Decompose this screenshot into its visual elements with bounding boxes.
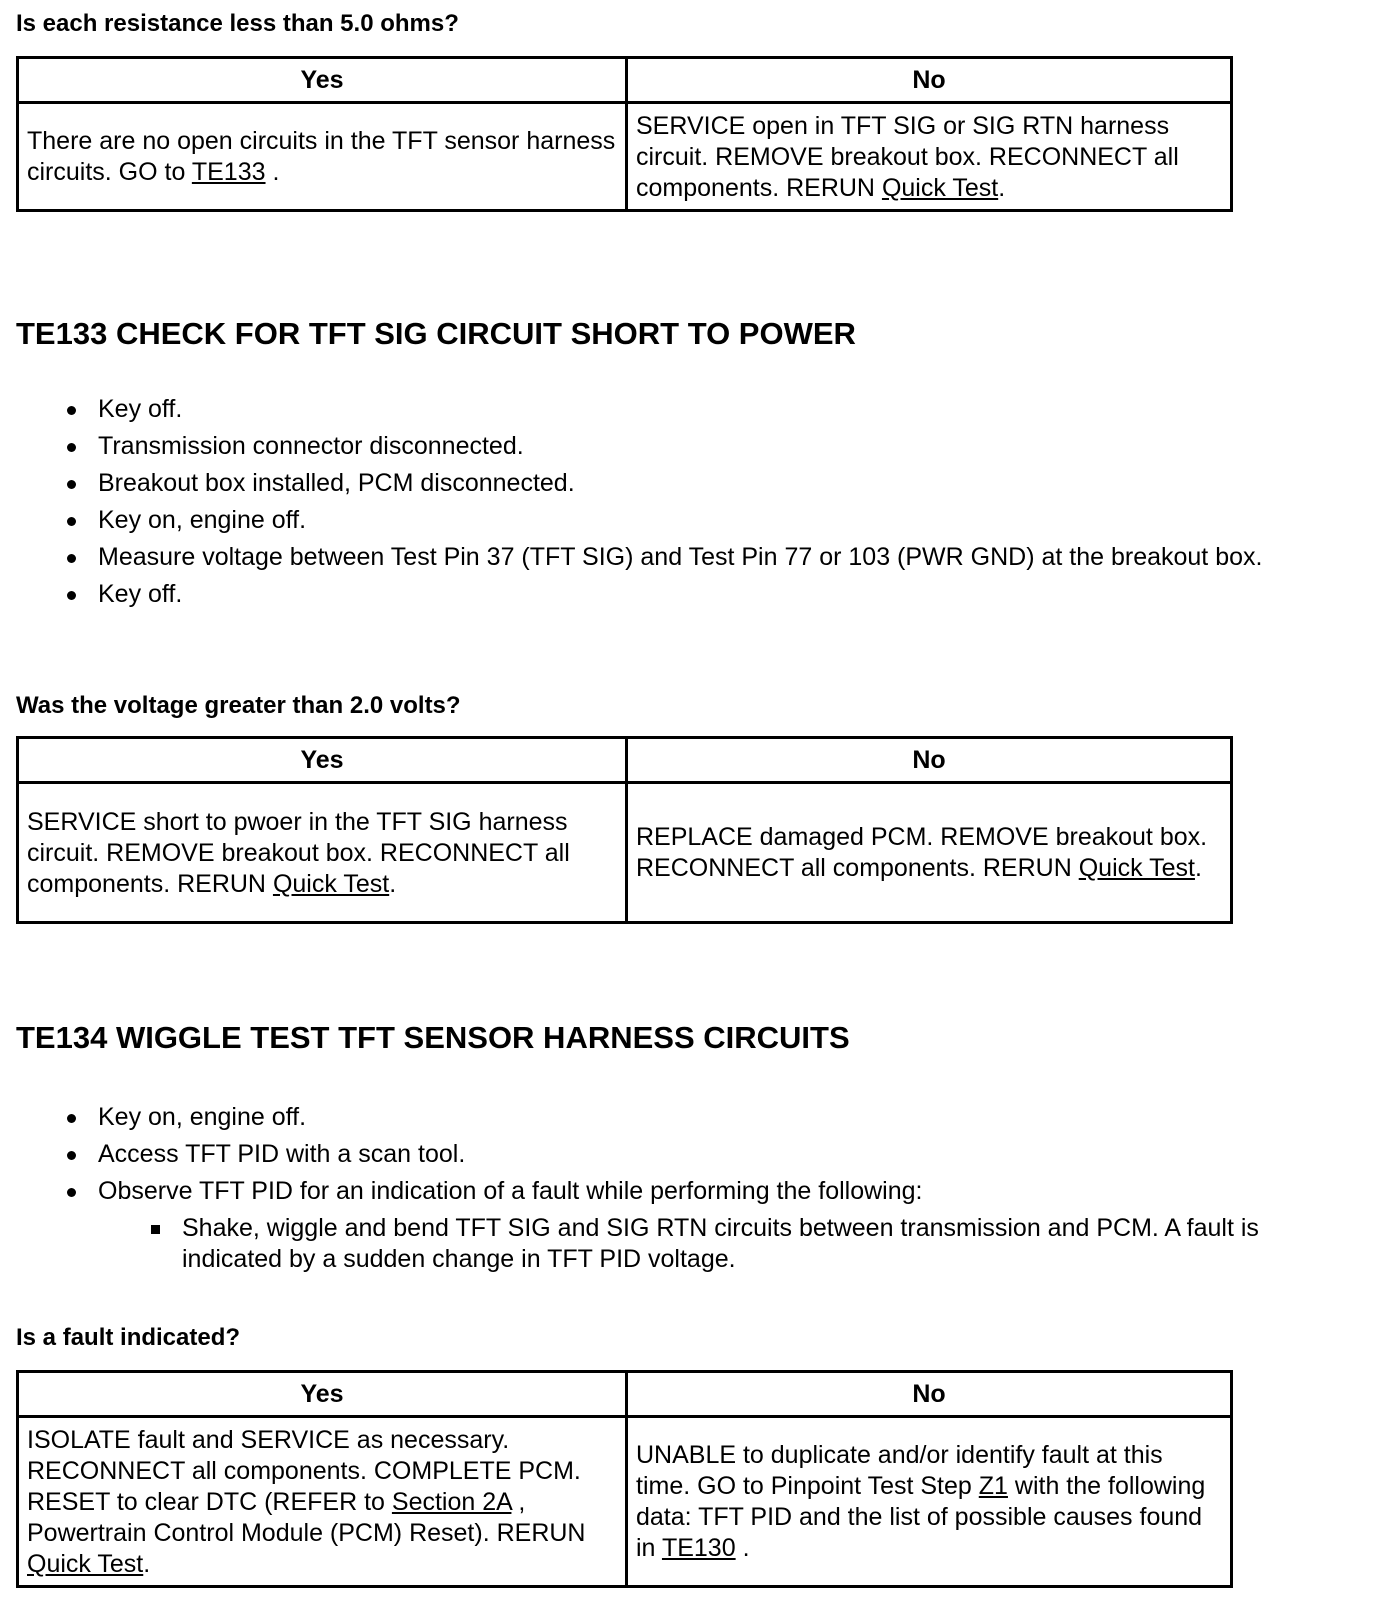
question-resistance: Is each resistance less than 5.0 ohms? [16, 10, 459, 37]
link-z1[interactable]: Z1 [978, 1472, 1008, 1500]
yes-text: SERVICE short to pwoer in the TFT SIG harness circuit. REMOVE breakout box. RECONNECT all components. RERUN [27, 807, 570, 898]
link-section-2a[interactable]: Section 2A [391, 1487, 512, 1516]
step-item: Measure voltage between Test Pin 37 (TFT SIG) and Test Pin 77 or 103 (PWR GND) at the breakout box. [98, 542, 1332, 573]
question-fault: Is a fault indicated? [16, 1324, 241, 1351]
no-text: SERVICE open in TFT SIG or SIG RTN harness circuit. REMOVE breakout box. RECONNECT all components. RERUN [636, 111, 1179, 202]
heading-te133: TE133 CHECK FOR TFT SIG CIRCUIT SHORT TO POWER [16, 316, 856, 351]
link-quick-test[interactable]: Quick Test [1078, 854, 1195, 882]
no-text: UNABLE to duplicate and/or identify fault at this time. GO to Pinpoint Test Step [636, 1441, 1163, 1500]
link-quick-test[interactable]: Quick Test [27, 1549, 144, 1578]
yes-suffix: . [143, 1549, 151, 1578]
link-quick-test[interactable]: Quick Test [881, 173, 999, 202]
no-header: No [627, 738, 1232, 783]
no-suffix: . [998, 173, 1006, 202]
no-mid: with the following data: TFT PID and the list of possible causes found in [636, 1472, 1206, 1562]
yes-header: Yes [18, 1372, 627, 1417]
step-item: Breakout box installed, PCM disconnected. [98, 468, 1332, 499]
step-text: Observe TFT PID for an indication of a fault while performing the following: [98, 1177, 923, 1205]
steps-te134 [0, 1102, 1392, 1281]
step-item: Transmission connector disconnected. [98, 431, 1332, 462]
decision-table-resistance [16, 56, 1233, 212]
yes-cell [18, 783, 627, 923]
no-cell [627, 103, 1232, 211]
question-voltage: Was the voltage greater than 2.0 volts? [16, 692, 461, 719]
no-header: No [627, 1372, 1232, 1417]
yes-header: Yes [18, 738, 627, 783]
yes-suffix: . [265, 158, 280, 186]
step-item: Key on, engine off. [98, 505, 1332, 536]
yes-suffix: . [389, 869, 397, 898]
no-suffix: . [735, 1534, 750, 1562]
substep-item: Shake, wiggle and bend TFT SIG and SIG RTN circuits between transmission and PCM. A fault is indicated by a sudden change in TFT PID voltage. [182, 1213, 1332, 1275]
step-item: Key off. [98, 394, 1332, 425]
decision-table-voltage [16, 736, 1233, 924]
step-item: Access TFT PID with a scan tool. [98, 1139, 1332, 1170]
step-item: Key off. [98, 579, 1332, 610]
yes-cell [18, 103, 627, 211]
substeps [98, 1213, 1332, 1275]
yes-cell [18, 1417, 627, 1587]
link-te130[interactable]: TE130 [661, 1534, 736, 1562]
no-header: No [627, 58, 1232, 103]
heading-te134: TE134 WIGGLE TEST TFT SENSOR HARNESS CIRCUITS [16, 1020, 850, 1055]
link-te133[interactable]: TE133 [191, 158, 266, 186]
no-cell [627, 783, 1232, 923]
no-text: REPLACE damaged PCM. REMOVE breakout box. RECONNECT all components. RERUN [636, 823, 1208, 882]
link-quick-test[interactable]: Quick Test [272, 869, 390, 898]
no-cell [627, 1417, 1232, 1587]
steps-te133 [0, 394, 1392, 616]
no-suffix: . [1194, 854, 1202, 882]
step-item: Key on, engine off. [98, 1102, 1332, 1133]
yes-text: ISOLATE fault and SERVICE as necessary. RECONNECT all components. COMPLETE PCM. RESET to clear DTC (REFER to [27, 1425, 581, 1516]
yes-header: Yes [18, 58, 627, 103]
step-item [98, 1176, 1332, 1275]
yes-mid: , Powertrain Control Module (PCM) Reset). RERUN [27, 1487, 586, 1547]
decision-table-fault [16, 1370, 1233, 1588]
yes-text: There are no open circuits in the TFT sensor harness circuits. GO to [27, 127, 616, 186]
